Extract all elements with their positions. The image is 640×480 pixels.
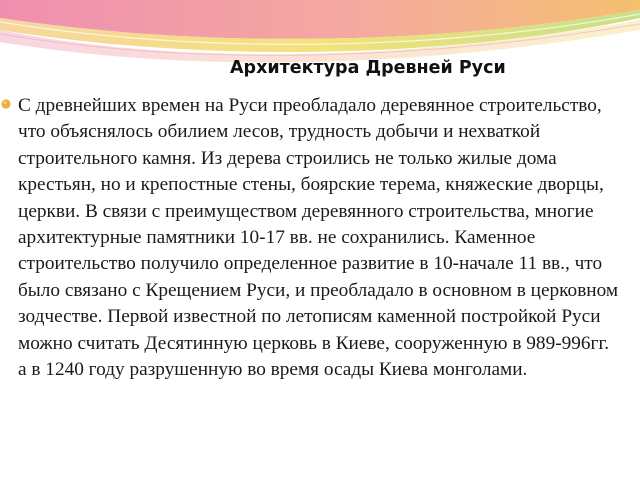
circle-bullet-icon — [1, 99, 11, 109]
slide-body — [0, 93, 622, 383]
slide-title: Архитектура Древней Руси — [230, 58, 506, 78]
body-paragraph: С древнейших времен на Руси преобладало деревянное строительство, что объяснялось обилием лесов, трудность добычи и нехваткой строительного камня. Из дерева строились не только жилые дома крестьян, но и крепостные стены, боярские терема, княжеские дворцы, церкви. В связи с преимуществом деревянного строительства, многие архитектурные памятники 10-17 вв. не сохранились. Каменное строительство получило определенное развитие в 10-начале 11 вв., что было связано с Крещением Руси, и преобладало в основном в церковном зодчестве. Первой известной по летописям каменной постройкой Руси можно считать Десятинную церковь в Киеве, сооруженную в 989-996гг. а в 1240 году разрушенную во время осады Киева монголами. — [18, 95, 619, 381]
